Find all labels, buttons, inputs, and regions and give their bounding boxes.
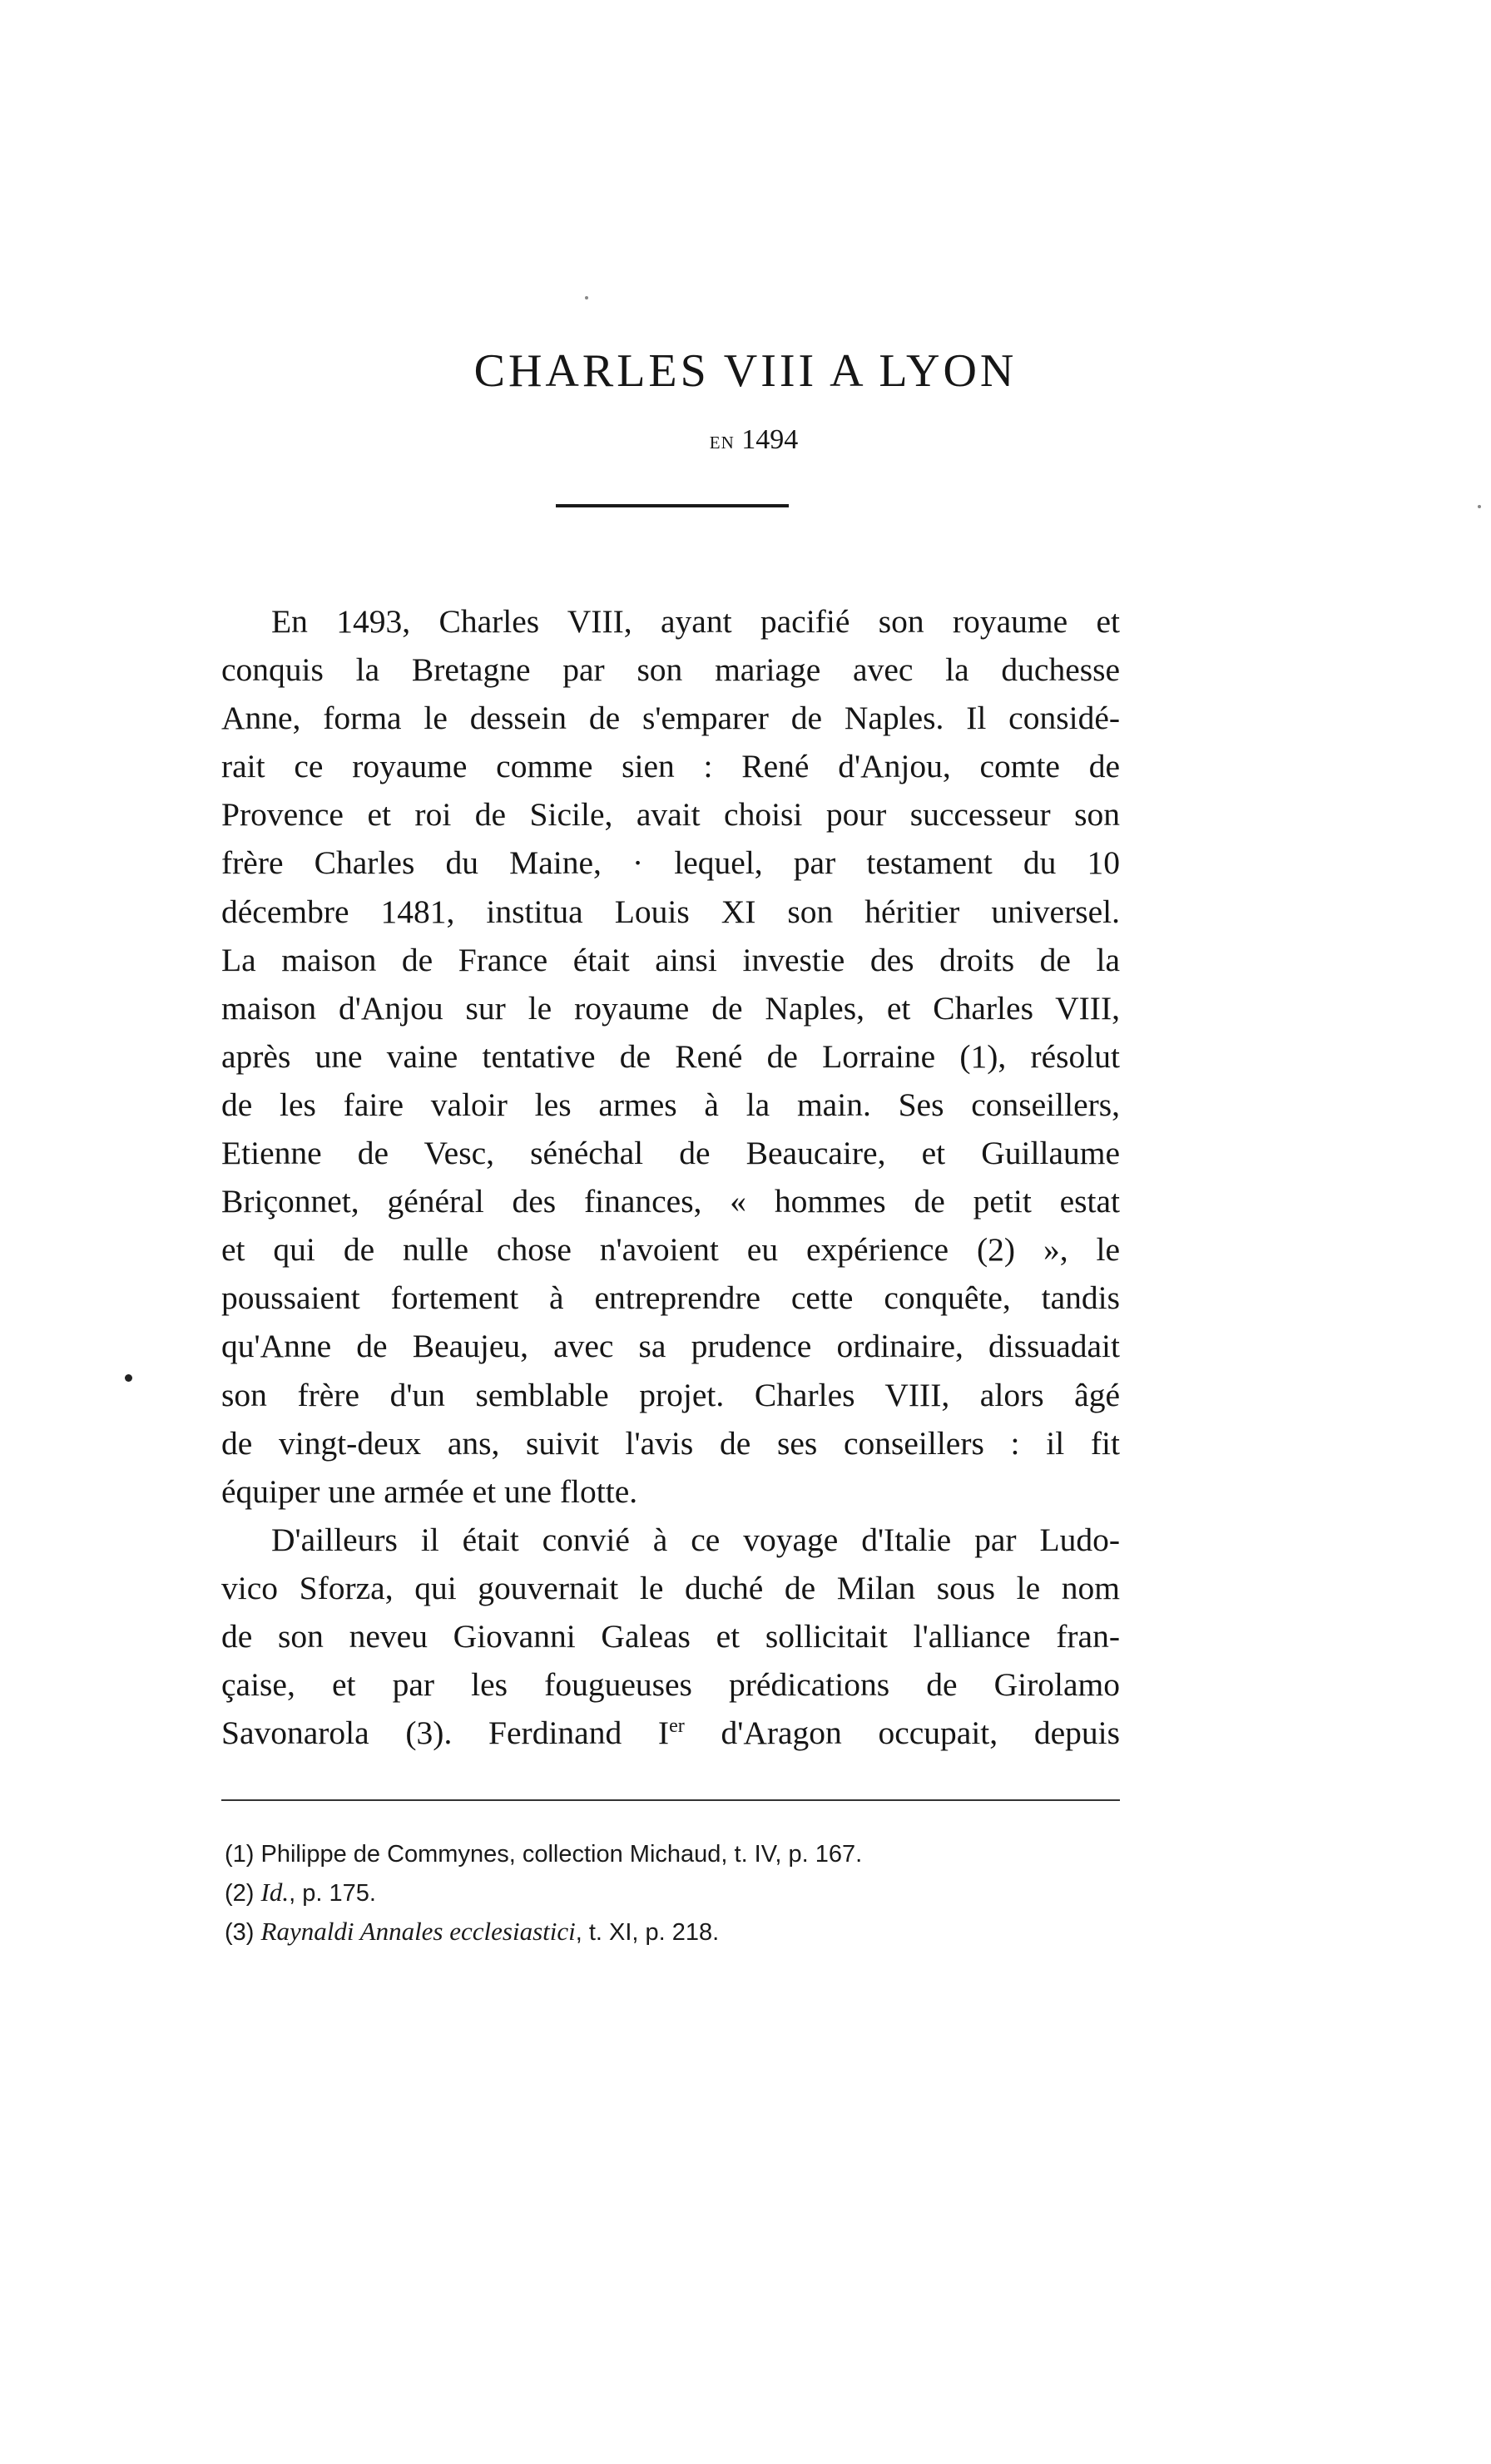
subtitle-prefix: en <box>709 427 735 454</box>
paragraph-1 <box>221 597 1120 1516</box>
text-line: de vingt-deux ans, suivit l'avis de ses conseillers : il fit <box>221 1424 1120 1462</box>
text-line: maison d'Anjou sur le royaume de Naples, et Charles VIII, <box>221 989 1120 1027</box>
text-line: vico Sforza, qui gouvernait le duché de Milan sous le nom <box>221 1569 1120 1606</box>
subtitle-year: 1494 <box>741 424 799 455</box>
text-line: çaise, et par les fougueuses prédications de Girolamo <box>221 1666 1120 1704</box>
text-line: En 1493, Charles VIII, ayant pacifié son royaume et <box>271 603 1120 640</box>
text-line: D'ailleurs il était convié à ce voyage d'Italie par Ludo- <box>271 1521 1120 1558</box>
ink-speck <box>125 1374 132 1382</box>
footnote-mark: (2) <box>225 1880 255 1907</box>
text-line: rait ce royaume comme sien : René d'Anjou, comte de <box>221 748 1120 785</box>
footnote-text: Philippe de Commynes, collection Michaud, t. IV, p. 167. <box>260 1841 863 1868</box>
text-line: La maison de France était ainsi investie des droits de la <box>221 941 1120 978</box>
footnote-mark: (3) <box>225 1919 255 1946</box>
page-title: CHARLES VIII A LYON <box>473 345 1018 397</box>
text-line: frère Charles du Maine, · lequel, par testament du 10 <box>221 844 1120 882</box>
footnotes <box>225 1835 1115 1952</box>
footnote-text: , p. 175. <box>289 1880 376 1907</box>
text-fragment: d'Aragon occupait, depuis <box>721 1714 1120 1752</box>
text-line: décembre 1481, institua Louis XI son héritier universel. <box>221 893 1120 930</box>
ink-speck <box>1478 505 1481 508</box>
text-line: qu'Anne de Beaujeu, avec sa prudence ordinaire, dissuadait <box>221 1328 1120 1365</box>
text-line-with-superscript <box>221 1709 1120 1757</box>
text-line: de les faire valoir les armes à la main. Ses conseillers, <box>221 1086 1120 1123</box>
body-text <box>221 597 1120 1757</box>
superscript: er <box>669 1715 685 1738</box>
text-line: de son neveu Giovanni Galeas et sollicitait l'alliance fran- <box>221 1617 1120 1655</box>
ink-speck <box>585 296 588 299</box>
text-line: équiper une armée et une flotte. <box>221 1472 638 1510</box>
footnote-2 <box>225 1873 1115 1912</box>
paragraph-2 <box>221 1516 1120 1757</box>
text-line: son frère d'un semblable projet. Charles VIII, alors âgé <box>221 1376 1120 1413</box>
page-subtitle <box>0 426 1491 454</box>
footnote-3 <box>225 1912 1115 1952</box>
text-line: Briçonnet, général des finances, « hommes de petit estat <box>221 1183 1120 1220</box>
footnote-divider <box>221 1799 1120 1801</box>
footnote-1 <box>225 1835 1115 1873</box>
text-line: et qui de nulle chose n'avoient eu expérience (2) », le <box>221 1231 1120 1269</box>
footnote-text: , t. XI, p. 218. <box>575 1919 720 1946</box>
footnote-italic: Id. <box>260 1878 290 1907</box>
text-line: après une vaine tentative de René de Lorraine (1), résolut <box>221 1037 1120 1075</box>
footnote-italic: Raynaldi Annales ecclesiastici <box>260 1917 576 1946</box>
text-fragment: Savonarola (3). Ferdinand I <box>221 1714 670 1752</box>
text-line: conquis la Bretagne par son mariage avec la duchesse <box>221 651 1120 689</box>
title-divider <box>556 504 789 507</box>
text-line: poussaient fortement à entreprendre cette conquête, tandis <box>221 1279 1120 1317</box>
text-line: Etienne de Vesc, sénéchal de Beaucaire, et Guillaume <box>221 1135 1120 1172</box>
footnote-mark: (1) <box>225 1841 255 1868</box>
text-line: Anne, forma le dessein de s'emparer de Naples. Il considé- <box>221 700 1120 737</box>
text-line: Provence et roi de Sicile, avait choisi pour successeur son <box>221 796 1120 834</box>
